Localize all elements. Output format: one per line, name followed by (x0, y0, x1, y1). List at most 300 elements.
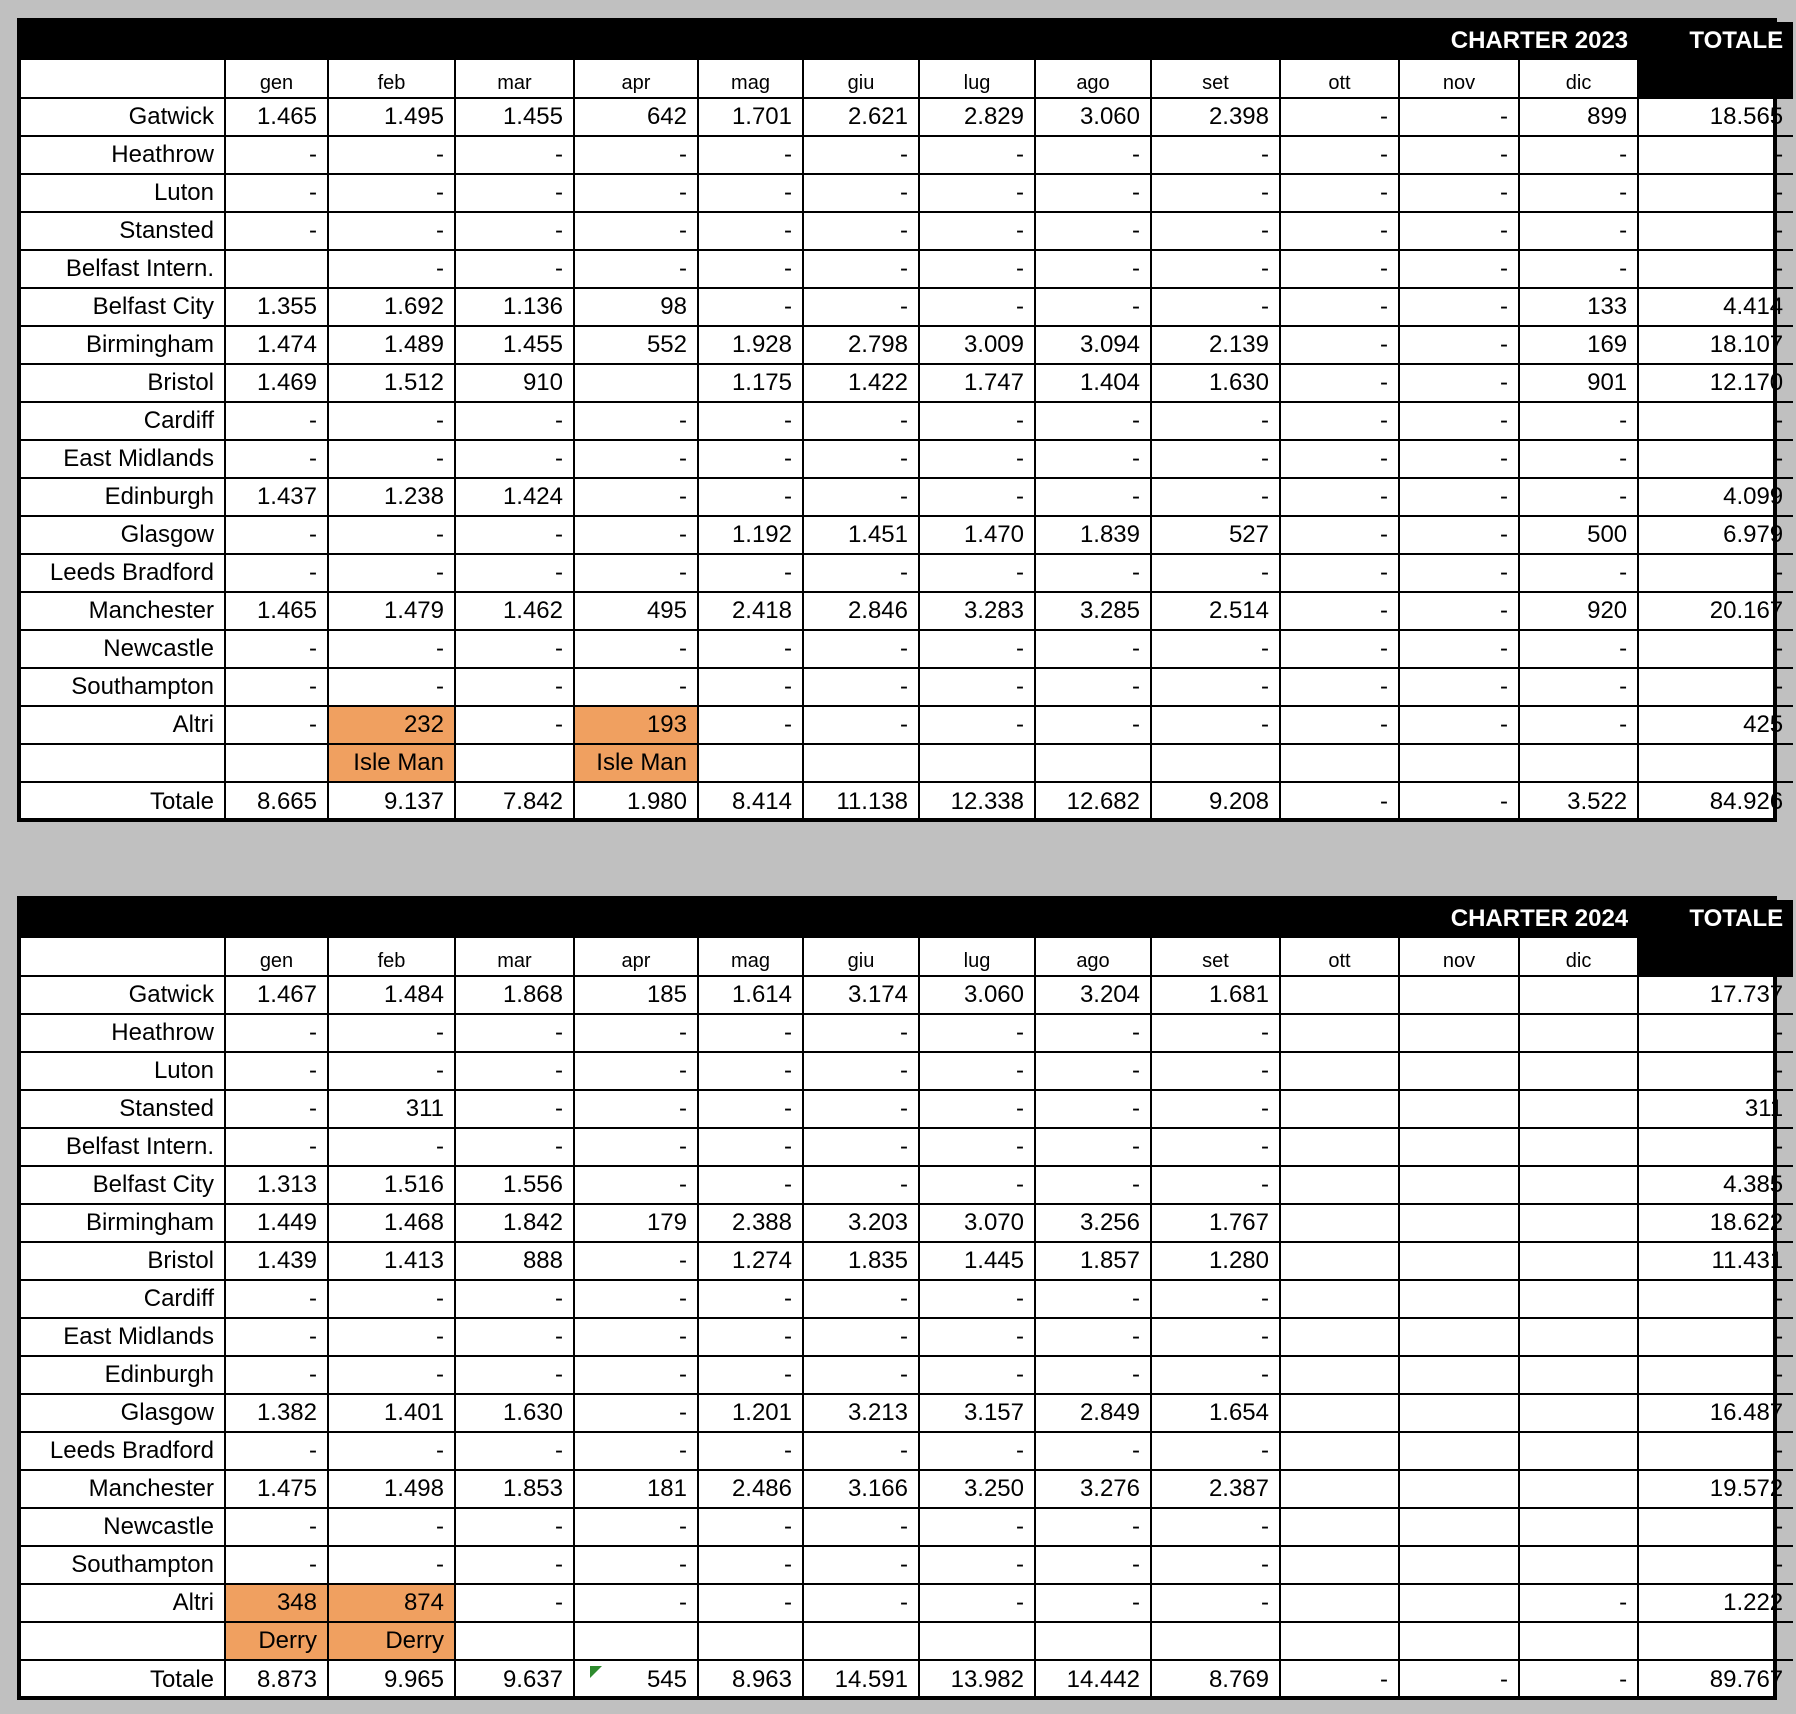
value-cell[interactable]: - (803, 1318, 919, 1356)
value-cell[interactable] (1399, 976, 1519, 1014)
value-cell[interactable]: - (1035, 668, 1151, 706)
row-total-cell[interactable]: 4.385 (1638, 1166, 1793, 1204)
value-cell[interactable]: - (1151, 1318, 1280, 1356)
note-cell[interactable] (803, 744, 919, 782)
value-cell[interactable]: - (574, 1090, 698, 1128)
value-cell[interactable] (1399, 1166, 1519, 1204)
value-cell[interactable]: - (1280, 706, 1399, 744)
row-total-cell[interactable]: - (1638, 668, 1793, 706)
value-cell[interactable]: - (919, 402, 1035, 440)
value-cell[interactable]: 3.157 (919, 1394, 1035, 1432)
value-cell[interactable]: 1.468 (328, 1204, 455, 1242)
value-cell[interactable]: - (455, 1318, 574, 1356)
value-cell[interactable]: 1.437 (225, 478, 328, 516)
value-cell[interactable]: - (698, 1090, 803, 1128)
value-cell[interactable]: - (225, 1432, 328, 1470)
value-cell[interactable]: - (1151, 554, 1280, 592)
value-cell[interactable]: - (225, 1090, 328, 1128)
value-cell[interactable]: - (1035, 1584, 1151, 1622)
value-cell[interactable] (1399, 1204, 1519, 1242)
value-cell[interactable]: 3.283 (919, 592, 1035, 630)
value-cell[interactable]: - (698, 250, 803, 288)
value-cell[interactable]: - (1035, 1052, 1151, 1090)
value-cell[interactable]: - (803, 478, 919, 516)
value-cell[interactable]: - (1519, 478, 1638, 516)
value-cell[interactable]: - (1035, 1546, 1151, 1584)
value-cell[interactable]: - (803, 250, 919, 288)
value-cell[interactable]: - (803, 1356, 919, 1394)
note-cell[interactable] (698, 1622, 803, 1660)
note-cell[interactable] (698, 744, 803, 782)
value-cell[interactable]: - (574, 478, 698, 516)
value-cell[interactable]: - (1151, 1128, 1280, 1166)
value-cell[interactable]: - (328, 212, 455, 250)
totals-label[interactable]: Totale (21, 1660, 225, 1698)
row-label[interactable]: Belfast Intern. (21, 1128, 225, 1166)
value-cell[interactable]: - (225, 1052, 328, 1090)
value-cell[interactable]: 232 (328, 706, 455, 744)
value-cell[interactable]: - (574, 402, 698, 440)
value-cell[interactable]: - (1151, 1356, 1280, 1394)
value-cell[interactable]: - (1399, 516, 1519, 554)
value-cell[interactable] (1519, 1242, 1638, 1280)
value-cell[interactable]: 3.256 (1035, 1204, 1151, 1242)
total-value-cell[interactable]: 8.963 (698, 1660, 803, 1698)
value-cell[interactable]: - (1151, 250, 1280, 288)
value-cell[interactable]: - (1280, 98, 1399, 136)
row-total-cell[interactable]: - (1638, 1508, 1793, 1546)
row-total-cell[interactable]: 11.431 (1638, 1242, 1793, 1280)
total-value-cell[interactable]: 12.682 (1035, 782, 1151, 820)
value-cell[interactable]: 3.203 (803, 1204, 919, 1242)
grand-total-cell[interactable]: 84.926 (1709, 787, 1784, 815)
value-cell[interactable]: - (1151, 706, 1280, 744)
value-cell[interactable]: - (698, 1052, 803, 1090)
value-cell[interactable]: 3.070 (919, 1204, 1035, 1242)
value-cell[interactable]: - (803, 630, 919, 668)
value-cell[interactable]: - (455, 1014, 574, 1052)
value-cell[interactable]: - (574, 1166, 698, 1204)
value-cell[interactable]: 2.388 (698, 1204, 803, 1242)
value-cell[interactable]: 1.484 (328, 976, 455, 1014)
value-cell[interactable]: - (919, 1014, 1035, 1052)
row-label[interactable]: Altri (21, 706, 225, 744)
value-cell[interactable]: - (1151, 1508, 1280, 1546)
value-cell[interactable]: 3.060 (1035, 98, 1151, 136)
value-cell[interactable]: 2.418 (698, 592, 803, 630)
value-cell[interactable]: - (1280, 668, 1399, 706)
value-cell[interactable]: - (455, 212, 574, 250)
value-cell[interactable]: - (1035, 478, 1151, 516)
value-cell[interactable] (225, 250, 328, 288)
value-cell[interactable]: - (698, 1356, 803, 1394)
value-cell[interactable]: - (803, 440, 919, 478)
value-cell[interactable]: 1.556 (455, 1166, 574, 1204)
row-total-cell[interactable]: - (1638, 250, 1793, 288)
value-cell[interactable]: 1.630 (455, 1394, 574, 1432)
value-cell[interactable]: - (1151, 1052, 1280, 1090)
value-cell[interactable]: - (574, 630, 698, 668)
row-label[interactable]: Stansted (21, 212, 225, 250)
row-total-cell[interactable]: 19.572 (1638, 1470, 1793, 1508)
value-cell[interactable]: - (803, 706, 919, 744)
value-cell[interactable]: 179 (574, 1204, 698, 1242)
row-label[interactable]: Manchester (21, 592, 225, 630)
row-label[interactable]: Glasgow (21, 1394, 225, 1432)
value-cell[interactable]: - (919, 1356, 1035, 1394)
value-cell[interactable]: - (225, 554, 328, 592)
value-cell[interactable]: - (698, 1432, 803, 1470)
value-cell[interactable]: 1.424 (455, 478, 574, 516)
row-label[interactable]: East Midlands (21, 1318, 225, 1356)
value-cell[interactable]: - (1399, 136, 1519, 174)
note-cell[interactable] (455, 744, 574, 782)
value-cell[interactable]: - (225, 174, 328, 212)
value-cell[interactable]: 1.839 (1035, 516, 1151, 554)
value-cell[interactable] (1519, 1166, 1638, 1204)
value-cell[interactable]: - (1035, 1356, 1151, 1394)
row-total-cell[interactable]: - (1638, 1546, 1793, 1584)
value-cell[interactable]: - (225, 1318, 328, 1356)
value-cell[interactable]: 1.928 (698, 326, 803, 364)
value-cell[interactable]: - (455, 136, 574, 174)
value-cell[interactable]: - (919, 1318, 1035, 1356)
value-cell[interactable]: - (225, 1356, 328, 1394)
value-cell[interactable]: - (698, 706, 803, 744)
value-cell[interactable]: 2.387 (1151, 1470, 1280, 1508)
value-cell[interactable]: - (698, 402, 803, 440)
value-cell[interactable]: - (1280, 554, 1399, 592)
value-cell[interactable]: - (328, 250, 455, 288)
value-cell[interactable]: 1.413 (328, 1242, 455, 1280)
value-cell[interactable]: 1.701 (698, 98, 803, 136)
value-cell[interactable] (1280, 1166, 1399, 1204)
value-cell[interactable] (1399, 1394, 1519, 1432)
value-cell[interactable]: - (919, 1546, 1035, 1584)
row-label[interactable]: Heathrow (21, 136, 225, 174)
value-cell[interactable]: - (225, 516, 328, 554)
value-cell[interactable]: 3.285 (1035, 592, 1151, 630)
value-cell[interactable]: - (328, 1356, 455, 1394)
value-cell[interactable]: 2.621 (803, 98, 919, 136)
value-cell[interactable]: - (1035, 1318, 1151, 1356)
value-cell[interactable]: 1.449 (225, 1204, 328, 1242)
value-cell[interactable]: - (1151, 1584, 1280, 1622)
value-cell[interactable]: 3.204 (1035, 976, 1151, 1014)
value-cell[interactable]: - (1280, 364, 1399, 402)
value-cell[interactable]: - (803, 136, 919, 174)
value-cell[interactable]: - (455, 630, 574, 668)
value-cell[interactable]: - (803, 554, 919, 592)
value-cell[interactable]: - (1280, 136, 1399, 174)
value-cell[interactable]: - (1399, 288, 1519, 326)
row-label[interactable]: Belfast City (21, 1166, 225, 1204)
value-cell[interactable]: - (225, 212, 328, 250)
value-cell[interactable]: - (1151, 288, 1280, 326)
value-cell[interactable]: - (1280, 516, 1399, 554)
value-cell[interactable]: 2.486 (698, 1470, 803, 1508)
value-cell[interactable] (1399, 1356, 1519, 1394)
value-cell[interactable]: - (455, 1584, 574, 1622)
value-cell[interactable]: - (698, 136, 803, 174)
value-cell[interactable]: - (455, 706, 574, 744)
row-label[interactable]: Edinburgh (21, 478, 225, 516)
value-cell[interactable]: - (328, 554, 455, 592)
value-cell[interactable]: - (1035, 1014, 1151, 1052)
value-cell[interactable]: 1.313 (225, 1166, 328, 1204)
row-label[interactable]: Cardiff (21, 402, 225, 440)
value-cell[interactable]: 642 (574, 98, 698, 136)
row-total-cell[interactable]: 18.107 (1638, 326, 1793, 364)
value-cell[interactable] (1280, 1508, 1399, 1546)
value-cell[interactable]: - (698, 1128, 803, 1166)
value-cell[interactable]: - (919, 630, 1035, 668)
row-total-cell[interactable]: - (1638, 630, 1793, 668)
value-cell[interactable] (1280, 1204, 1399, 1242)
value-cell[interactable]: - (328, 1432, 455, 1470)
value-cell[interactable] (1280, 1128, 1399, 1166)
value-cell[interactable]: - (225, 1546, 328, 1584)
value-cell[interactable]: - (1035, 212, 1151, 250)
value-cell[interactable]: - (225, 1014, 328, 1052)
total-value-cell[interactable]: 14.442 (1035, 1660, 1151, 1698)
value-cell[interactable]: - (455, 1546, 574, 1584)
value-cell[interactable]: - (919, 1280, 1035, 1318)
row-label[interactable]: East Midlands (21, 440, 225, 478)
value-cell[interactable]: - (1280, 592, 1399, 630)
value-cell[interactable]: - (574, 668, 698, 706)
value-cell[interactable]: - (1151, 1166, 1280, 1204)
value-cell[interactable]: 1.136 (455, 288, 574, 326)
value-cell[interactable]: 193 (574, 706, 698, 744)
value-cell[interactable]: - (1035, 1432, 1151, 1470)
row-total-cell[interactable]: - (1638, 1280, 1793, 1318)
value-cell[interactable]: - (574, 1242, 698, 1280)
value-cell[interactable]: - (919, 1508, 1035, 1546)
total-value-cell[interactable]: - (1399, 1660, 1519, 1698)
value-cell[interactable]: - (803, 1128, 919, 1166)
value-cell[interactable]: - (1399, 212, 1519, 250)
note-cell[interactable] (1151, 744, 1280, 782)
row-total-cell[interactable]: - (1638, 1014, 1793, 1052)
value-cell[interactable] (1519, 1356, 1638, 1394)
value-cell[interactable]: - (1151, 136, 1280, 174)
value-cell[interactable]: - (328, 1052, 455, 1090)
value-cell[interactable]: 495 (574, 592, 698, 630)
total-value-cell[interactable]: 9.208 (1151, 782, 1280, 820)
value-cell[interactable]: 1.465 (225, 592, 328, 630)
row-label[interactable]: Luton (21, 1052, 225, 1090)
value-cell[interactable]: - (919, 1052, 1035, 1090)
row-label[interactable]: Leeds Bradford (21, 554, 225, 592)
value-cell[interactable]: - (1151, 1090, 1280, 1128)
total-value-cell[interactable]: 8.414 (698, 782, 803, 820)
row-label[interactable]: Bristol (21, 1242, 225, 1280)
value-cell[interactable]: 1.747 (919, 364, 1035, 402)
value-cell[interactable]: - (328, 668, 455, 706)
row-label[interactable]: Birmingham (21, 1204, 225, 1242)
total-value-cell[interactable]: - (1280, 782, 1399, 820)
value-cell[interactable]: 1.238 (328, 478, 455, 516)
value-cell[interactable]: - (698, 1508, 803, 1546)
value-cell[interactable]: - (225, 706, 328, 744)
value-cell[interactable]: - (1519, 630, 1638, 668)
value-cell[interactable]: - (225, 402, 328, 440)
row-label[interactable]: Gatwick (21, 98, 225, 136)
value-cell[interactable]: - (1519, 1584, 1638, 1622)
value-cell[interactable]: - (919, 706, 1035, 744)
value-cell[interactable]: 3.166 (803, 1470, 919, 1508)
value-cell[interactable]: 1.474 (225, 326, 328, 364)
value-cell[interactable]: - (455, 668, 574, 706)
value-cell[interactable]: - (919, 288, 1035, 326)
row-label[interactable]: Belfast Intern. (21, 250, 225, 288)
grand-total-cell[interactable]: 89.767 (1709, 1665, 1784, 1693)
value-cell[interactable]: 2.829 (919, 98, 1035, 136)
value-cell[interactable]: - (225, 668, 328, 706)
value-cell[interactable]: - (919, 478, 1035, 516)
row-total-cell[interactable]: - (1638, 1356, 1793, 1394)
note-cell[interactable] (803, 1622, 919, 1660)
total-value-cell[interactable]: 11.138 (803, 782, 919, 820)
value-cell[interactable] (1280, 1280, 1399, 1318)
value-cell[interactable]: - (574, 1052, 698, 1090)
value-cell[interactable]: - (1035, 1508, 1151, 1546)
value-cell[interactable]: - (328, 1128, 455, 1166)
total-value-cell[interactable]: - (1280, 1660, 1399, 1698)
row-total-cell[interactable]: 311 (1638, 1090, 1793, 1128)
value-cell[interactable]: 1.462 (455, 592, 574, 630)
totals-label[interactable]: Totale (21, 782, 225, 820)
value-cell[interactable]: - (1399, 554, 1519, 592)
value-cell[interactable]: 1.470 (919, 516, 1035, 554)
value-cell[interactable]: 1.382 (225, 1394, 328, 1432)
row-total-cell[interactable]: 12.170 (1638, 364, 1793, 402)
row-total-cell[interactable]: 1.222 (1638, 1584, 1793, 1622)
value-cell[interactable]: - (1399, 592, 1519, 630)
value-cell[interactable]: - (574, 1508, 698, 1546)
value-cell[interactable]: 2.398 (1151, 98, 1280, 136)
total-value-cell[interactable]: 12.338 (919, 782, 1035, 820)
value-cell[interactable] (1399, 1014, 1519, 1052)
value-cell[interactable]: 1.274 (698, 1242, 803, 1280)
value-cell[interactable]: 1.439 (225, 1242, 328, 1280)
value-cell[interactable]: 1.767 (1151, 1204, 1280, 1242)
row-total-cell[interactable]: - (1638, 174, 1793, 212)
value-cell[interactable]: - (698, 1584, 803, 1622)
value-cell[interactable]: - (919, 1128, 1035, 1166)
value-cell[interactable]: 98 (574, 288, 698, 326)
value-cell[interactable]: - (919, 136, 1035, 174)
value-cell[interactable]: - (1151, 668, 1280, 706)
row-total-cell[interactable]: - (1638, 1432, 1793, 1470)
value-cell[interactable]: - (455, 516, 574, 554)
row-total-cell[interactable]: 20.167 (1638, 592, 1793, 630)
value-cell[interactable]: - (1399, 706, 1519, 744)
row-total-cell[interactable]: - (1638, 1318, 1793, 1356)
value-cell[interactable]: 527 (1151, 516, 1280, 554)
row-label[interactable]: Newcastle (21, 1508, 225, 1546)
value-cell[interactable]: - (455, 554, 574, 592)
value-cell[interactable] (1519, 1090, 1638, 1128)
value-cell[interactable]: - (698, 1166, 803, 1204)
value-cell[interactable]: - (574, 212, 698, 250)
value-cell[interactable]: - (1151, 1432, 1280, 1470)
value-cell[interactable]: - (698, 174, 803, 212)
row-total-cell[interactable]: 4.099 (1638, 478, 1793, 516)
value-cell[interactable]: - (1151, 174, 1280, 212)
value-cell[interactable]: - (1151, 1280, 1280, 1318)
value-cell[interactable]: - (698, 478, 803, 516)
value-cell[interactable]: 901 (1519, 364, 1638, 402)
value-cell[interactable]: 1.445 (919, 1242, 1035, 1280)
value-cell[interactable]: - (1280, 288, 1399, 326)
row-total-cell[interactable]: 18.565 (1638, 98, 1793, 136)
value-cell[interactable]: - (1280, 326, 1399, 364)
value-cell[interactable]: - (574, 174, 698, 212)
row-label[interactable]: Bristol (21, 364, 225, 402)
value-cell[interactable]: - (455, 1052, 574, 1090)
value-cell[interactable]: - (803, 1052, 919, 1090)
value-cell[interactable]: - (455, 1128, 574, 1166)
note-cell[interactable]: Isle Man (328, 744, 455, 782)
value-cell[interactable]: - (1399, 402, 1519, 440)
value-cell[interactable] (1280, 1318, 1399, 1356)
value-cell[interactable]: - (1519, 668, 1638, 706)
value-cell[interactable] (1280, 1052, 1399, 1090)
value-cell[interactable]: - (574, 1318, 698, 1356)
value-cell[interactable]: 348 (225, 1584, 328, 1622)
value-cell[interactable]: - (455, 1090, 574, 1128)
row-label[interactable]: Leeds Bradford (21, 1432, 225, 1470)
value-cell[interactable]: 1.516 (328, 1166, 455, 1204)
value-cell[interactable]: - (1519, 706, 1638, 744)
value-cell[interactable] (1519, 1546, 1638, 1584)
value-cell[interactable]: - (574, 1356, 698, 1394)
value-cell[interactable]: 3.174 (803, 976, 919, 1014)
row-label[interactable]: Belfast City (21, 288, 225, 326)
value-cell[interactable]: 1.465 (225, 98, 328, 136)
value-cell[interactable]: - (1035, 288, 1151, 326)
value-cell[interactable]: - (225, 136, 328, 174)
value-cell[interactable]: - (919, 174, 1035, 212)
value-cell[interactable]: - (698, 212, 803, 250)
value-cell[interactable]: - (698, 1546, 803, 1584)
value-cell[interactable]: - (1519, 250, 1638, 288)
row-total-cell[interactable]: - (1638, 1052, 1793, 1090)
value-cell[interactable]: - (1280, 440, 1399, 478)
note-cell[interactable] (1151, 1622, 1280, 1660)
value-cell[interactable]: 1.630 (1151, 364, 1280, 402)
value-cell[interactable]: 3.009 (919, 326, 1035, 364)
value-cell[interactable]: - (1399, 478, 1519, 516)
total-value-cell[interactable]: 8.873 (225, 1660, 328, 1698)
value-cell[interactable]: 1.857 (1035, 1242, 1151, 1280)
value-cell[interactable]: - (1035, 174, 1151, 212)
row-label[interactable]: Glasgow (21, 516, 225, 554)
value-cell[interactable]: 169 (1519, 326, 1638, 364)
value-cell[interactable]: - (574, 1128, 698, 1166)
value-cell[interactable]: 1.479 (328, 592, 455, 630)
value-cell[interactable]: 1.475 (225, 1470, 328, 1508)
note-cell[interactable] (1280, 1622, 1399, 1660)
value-cell[interactable]: - (225, 440, 328, 478)
value-cell[interactable]: 185 (574, 976, 698, 1014)
value-cell[interactable]: - (919, 1166, 1035, 1204)
total-value-cell[interactable]: - (1399, 782, 1519, 820)
value-cell[interactable]: - (1151, 402, 1280, 440)
value-cell[interactable]: - (698, 1014, 803, 1052)
